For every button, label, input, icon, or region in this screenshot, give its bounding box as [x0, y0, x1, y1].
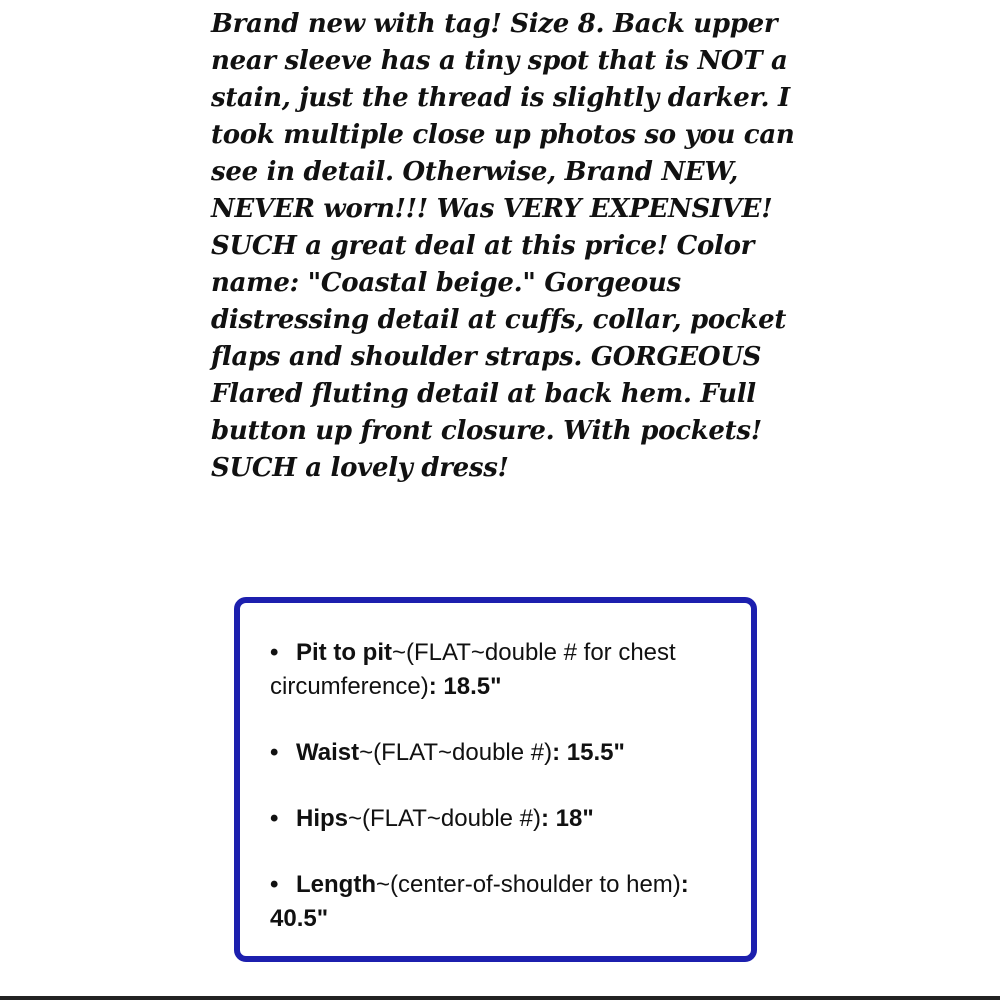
measurement-label: Pit to pit [296, 639, 392, 666]
measurement-label: Length [296, 871, 376, 898]
measurement-value: : 40.5" [270, 871, 689, 932]
measurement-pit-to-pit [270, 636, 740, 704]
measurement-label: Waist [296, 739, 360, 766]
measurements-list [270, 636, 740, 936]
measurement-value: : 18.5" [428, 673, 502, 700]
measurement-length [270, 868, 740, 936]
bullet-icon: • [270, 871, 279, 898]
bullet-icon: • [270, 739, 279, 766]
bottom-divider [0, 996, 1000, 1000]
measurement-value: : 15.5" [552, 739, 625, 766]
measurements-box [234, 597, 757, 962]
measurement-waist [270, 736, 740, 770]
measurement-value: : 18" [541, 805, 594, 832]
measurement-note: ~(FLAT~double #) [348, 805, 542, 832]
bullet-icon: • [270, 639, 279, 666]
measurement-note: ~(center-of-shoulder to hem) [375, 871, 681, 898]
measurement-hips [270, 802, 740, 836]
measurement-label: Hips [296, 805, 349, 832]
bullet-icon: • [270, 805, 279, 832]
measurement-note: ~(FLAT~double # for chest circumference) [270, 639, 676, 700]
measurement-note: ~(FLAT~double #) [359, 739, 553, 766]
item-description: Brand new with tag! Size 8. Back upper near sleeve has a tiny spot that is NOT a stain, just the thread is slightly darker. I took multiple close up photos so you can see in detail. Otherwise, Brand NEW, NEVER worn!!! Was VERY EXPENSIVE! SUCH a great deal at this price! Color name: "Coastal beige." Gorgeous distressing detail at cuffs, collar, pocket flaps and shoulder straps. GORGEOUS Flared fluting detail at back hem. Full button up front closure. With pockets! SUCH a lovely dress! [211, 9, 795, 483]
